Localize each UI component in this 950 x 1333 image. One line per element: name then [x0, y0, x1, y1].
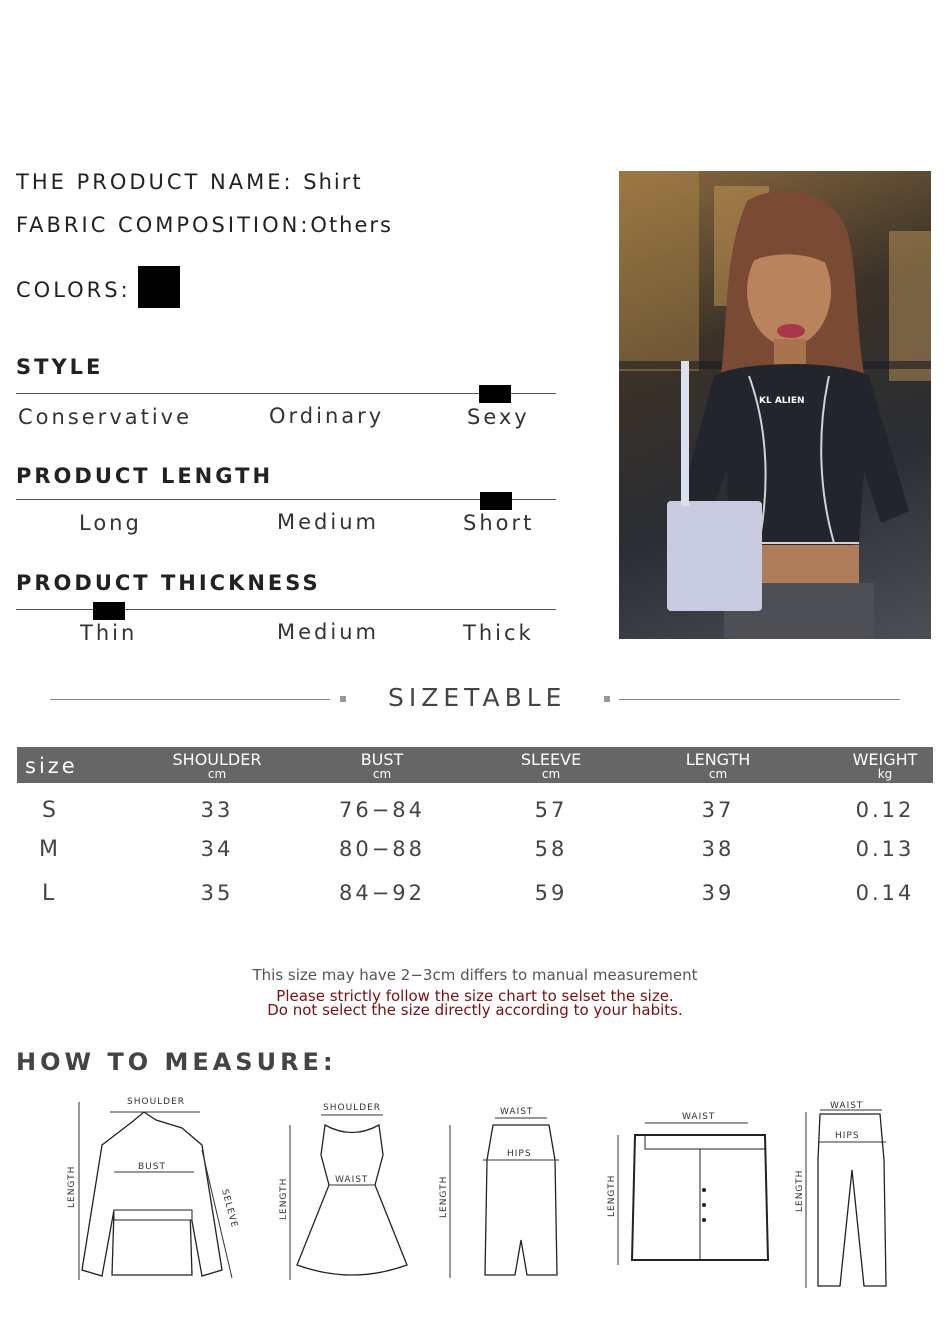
header-shoulder-unit: cm — [207, 767, 227, 781]
style-option-conservative: Conservative — [18, 405, 193, 429]
row-m-shoulder: 34 — [200, 837, 234, 861]
product-photo — [619, 171, 931, 639]
length-marker[interactable] — [480, 492, 512, 510]
header-bust: BUST cm — [312, 752, 452, 780]
jacket-diagram — [62, 1090, 247, 1290]
dress-length-label: LENGTH — [279, 1177, 289, 1220]
header-sleeve-unit: cm — [541, 767, 561, 781]
note-no-habit: Do not select the size directly according to your habits. — [267, 1001, 683, 1019]
row-l-length: 39 — [701, 881, 735, 905]
row-s-bust: 76−84 — [338, 798, 426, 822]
pants-length-label: LENGTH — [795, 1169, 805, 1212]
length-option-short: Short — [463, 511, 535, 535]
sizetable-title: SIZETABLE — [388, 683, 567, 712]
length-option-long: Long — [79, 511, 142, 535]
row-m-sleeve: 58 — [534, 837, 568, 861]
length-option-medium: Medium — [277, 510, 379, 534]
row-l-weight: 0.14 — [855, 881, 915, 905]
skirt-waist-label: WAIST — [500, 1107, 534, 1117]
fabric-label: FABRIC COMPOSITION: — [16, 213, 311, 237]
how-to-measure-title: HOW TO MEASURE: — [16, 1048, 337, 1076]
row-l-sleeve: 59 — [534, 881, 568, 905]
pants-hips-label: HIPS — [835, 1131, 860, 1141]
header-bust-unit: cm — [372, 767, 392, 781]
colors-label: COLORS: — [16, 278, 131, 302]
shirt-print-text: KL ALIEN — [759, 396, 805, 406]
row-s-weight: 0.12 — [855, 798, 915, 822]
note-follow-chart: Please strictly follow the size chart to selset the size. — [276, 987, 674, 1005]
jacket-length-label: LENGTH — [67, 1165, 77, 1208]
product-name-line — [16, 170, 363, 194]
pants-waist-label: WAIST — [830, 1101, 864, 1111]
model-illustration — [619, 171, 931, 639]
product-name-value: Shirt — [303, 170, 363, 194]
header-size: size — [25, 754, 78, 778]
fabric-value: Others — [310, 213, 393, 237]
sizetable-rule-right — [619, 699, 900, 700]
row-s-shoulder: 33 — [200, 798, 234, 822]
thickness-option-thin: Thin — [80, 621, 138, 645]
header-weight: WEIGHT kg — [815, 752, 950, 780]
jacket-bust-label: BUST — [138, 1162, 166, 1172]
header-shoulder: SHOULDER cm — [147, 752, 287, 780]
length-title: PRODUCT LENGTH — [16, 464, 274, 488]
jacket-sleeve-label: SELEVE — [219, 1188, 240, 1230]
header-weight-unit: kg — [877, 767, 893, 781]
jacket-shoulder-label: SHOULDER — [127, 1097, 186, 1107]
skirt-hips-label: HIPS — [507, 1149, 532, 1159]
product-name-label: THE PRODUCT NAME: — [16, 170, 294, 194]
row-m-bust: 80−88 — [338, 837, 426, 861]
color-swatch-black[interactable] — [138, 266, 180, 308]
row-l-size: L — [42, 881, 55, 906]
row-l-bust: 84−92 — [338, 881, 426, 905]
header-length-unit: cm — [708, 767, 728, 781]
sizetable-dot-left — [340, 696, 346, 702]
dress-waist-label: WAIST — [335, 1175, 369, 1185]
length-track — [16, 499, 556, 500]
shorts-diagram — [600, 1105, 780, 1275]
style-title: STYLE — [16, 355, 104, 379]
sizetable-rule-left — [50, 699, 330, 700]
row-m-length: 38 — [701, 837, 735, 861]
pants-diagram — [790, 1100, 900, 1295]
row-l-shoulder: 35 — [200, 881, 234, 905]
thickness-marker[interactable] — [93, 602, 125, 620]
shorts-waist-label: WAIST — [682, 1112, 716, 1122]
skirt-diagram — [435, 1100, 575, 1290]
style-option-ordinary: Ordinary — [269, 404, 385, 428]
thickness-option-medium: Medium — [277, 620, 379, 644]
skirt-length-label: LENGTH — [439, 1175, 449, 1218]
header-sleeve: SLEEVE cm — [481, 752, 621, 780]
row-m-size: M — [39, 837, 58, 862]
row-s-size: S — [42, 798, 56, 823]
dress-shoulder-label: SHOULDER — [323, 1103, 382, 1113]
style-track — [16, 393, 556, 394]
note-measurement-diff: This size may have 2−3cm differs to manual measurement — [252, 966, 698, 984]
row-s-length: 37 — [701, 798, 735, 822]
style-marker[interactable] — [479, 385, 511, 403]
dress-diagram — [275, 1095, 415, 1285]
thickness-title: PRODUCT THICKNESS — [16, 571, 321, 595]
style-option-sexy: Sexy — [467, 405, 530, 429]
fabric-line — [16, 213, 393, 237]
header-length: LENGTH cm — [648, 752, 788, 780]
row-m-weight: 0.13 — [855, 837, 915, 861]
sizetable-dot-right — [604, 696, 610, 702]
thickness-option-thick: Thick — [463, 621, 534, 645]
shorts-length-label: LENGTH — [607, 1174, 617, 1217]
row-s-sleeve: 57 — [534, 798, 568, 822]
